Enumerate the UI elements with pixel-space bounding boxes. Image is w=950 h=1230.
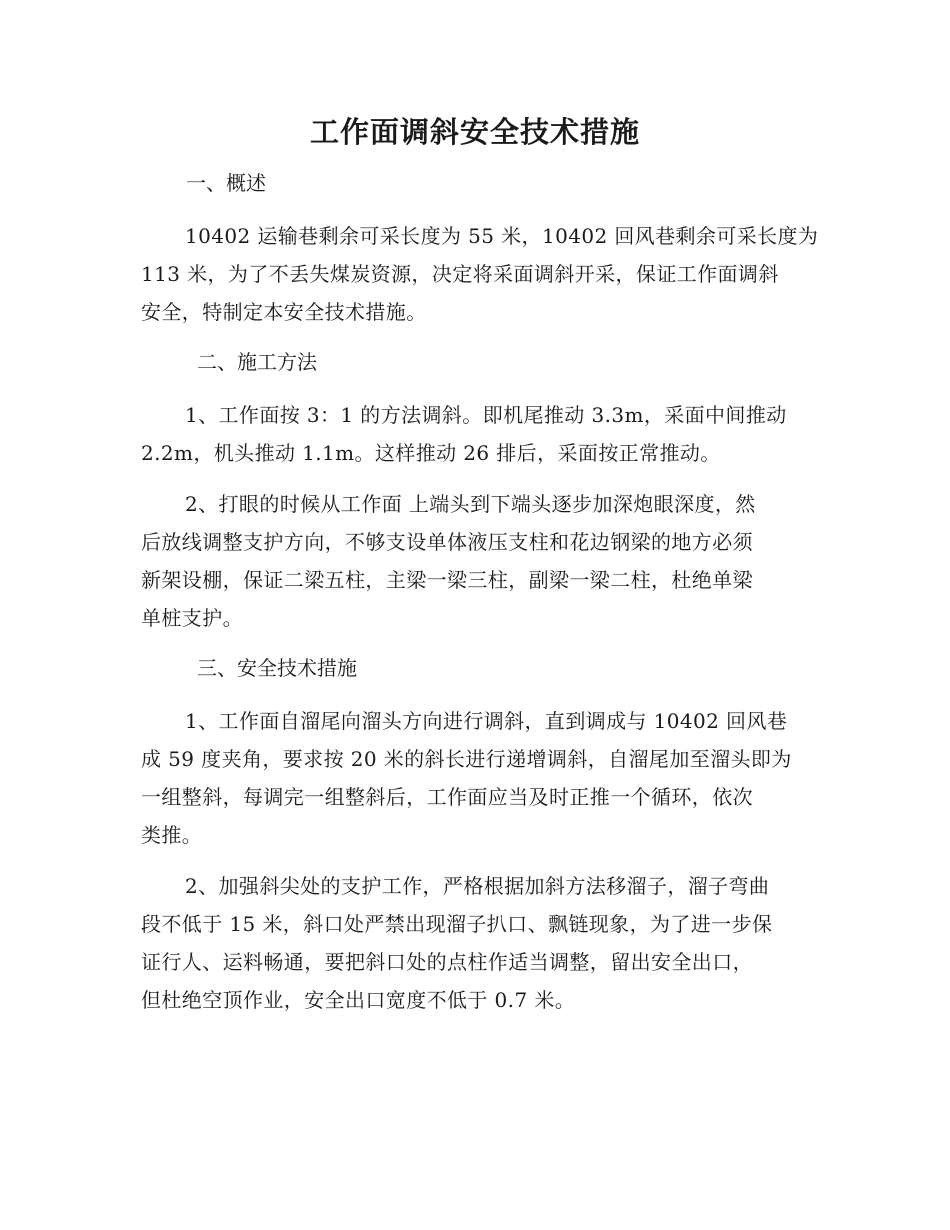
section-heading-overview: 一、概述 (186, 171, 266, 195)
paragraph-line: 安全，特制定本安全技术措施。 (141, 300, 427, 324)
section-heading-construction-method: 二、施工方法 (197, 350, 317, 374)
paragraph-line: 单桩支护。 (141, 606, 243, 630)
paragraph-safety-1 (141, 702, 821, 854)
paragraph-line: 1、工作面按 3：1 的方法调斜。即机尾推动 3.3m，采面中间推动 (185, 403, 787, 427)
paragraph-line: 10402 运输巷剩余可采长度为 55 米，10402 回风巷剩余可采长度为 (185, 224, 819, 248)
paragraph-line: 一组整斜，每调完一组整斜后，工作面应当及时正推一个循环，依次 (141, 785, 753, 809)
paragraph-line: 段不低于 15 米，斜口处严禁出现溜子扒口、飘链现象，为了进一步保 (141, 912, 773, 936)
paragraph-line: 成 59 度夹角，要求按 20 米的斜长进行递增调斜，自溜尾加至溜头即为 (141, 747, 792, 771)
paragraph-line: 但杜绝空顶作业，安全出口宽度不低于 0.7 米。 (141, 988, 576, 1012)
paragraph-method-1 (141, 396, 821, 472)
paragraph-line: 2、打眼的时候从工作面 上端头到下端头逐步加深炮眼深度，然 (185, 492, 756, 516)
paragraph-method-2 (141, 485, 821, 637)
paragraph-line: 后放线调整支护方向，不够支设单体液压支柱和花边钢梁的地方必须 (141, 530, 753, 554)
paragraph-safety-2 (141, 867, 821, 1019)
paragraph-line: 类推。 (141, 823, 203, 847)
section-heading-safety-measures: 三、安全技术措施 (197, 656, 357, 680)
document-title: 工作面调斜安全技术措施 (309, 115, 640, 149)
paragraph-overview (141, 217, 821, 331)
paragraph-line: 证行人、运料畅通，要把斜口处的点柱作适当调整，留出安全出口， (141, 950, 753, 974)
paragraph-line: 1、工作面自溜尾向溜头方向进行调斜，直到调成与 10402 回风巷 (185, 709, 788, 733)
paragraph-line: 2、加强斜尖处的支护工作，严格根据加斜方法移溜子，溜子弯曲 (185, 874, 770, 898)
paragraph-line: 113 米，为了不丢失煤炭资源，决定将采面调斜开采，保证工作面调斜 (141, 262, 779, 286)
paragraph-line: 新架设棚，保证二梁五柱，主梁一梁三柱，副梁一梁二柱，杜绝单梁 (141, 568, 753, 592)
paragraph-line: 2.2m，机头推动 1.1m。这样推动 26 排后，采面按正常推动。 (141, 441, 721, 465)
